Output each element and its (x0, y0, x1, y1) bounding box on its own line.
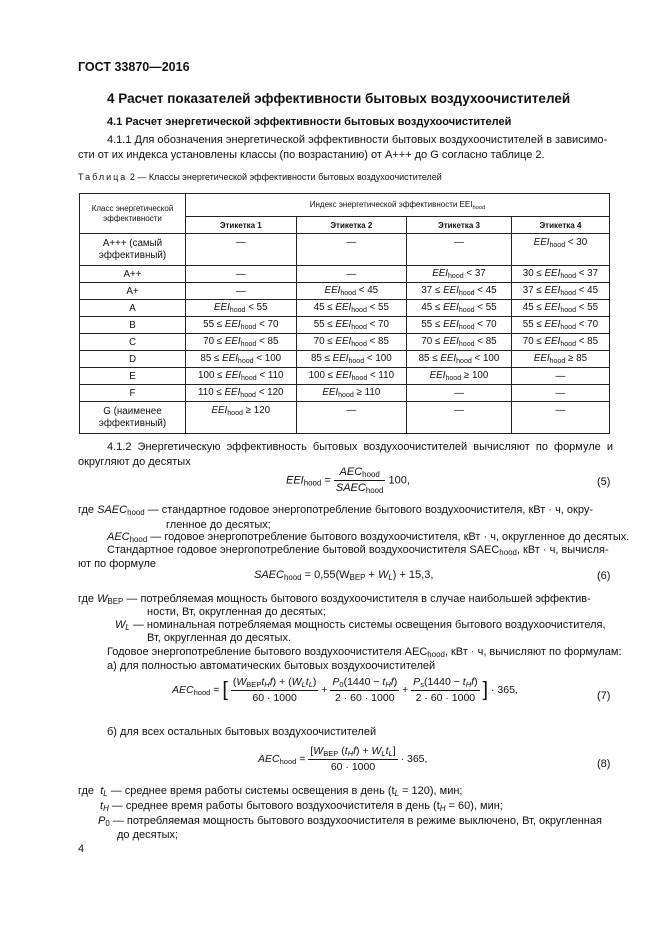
index-cell: $85 \le EEI_{hood} < 100$ (407, 351, 512, 368)
index-cell: $37 \le EEI_{hood} < 45$ (407, 283, 512, 300)
case-a-line: а) для полностью автоматических бытовых воздухоочистителей (107, 660, 436, 672)
class-header: Класс энергетической эффективности (80, 194, 186, 234)
index-cell: $70 \le EEI_{hood} < 85$ (511, 334, 609, 351)
index-cell: $55 \le EEI_{hood} < 70$ (296, 317, 407, 334)
class-cell: G (наименее эффективный) (80, 402, 186, 434)
table-row (80, 234, 610, 266)
section-title: 4 Расчет показателей эффективности бытовых воздухоочистителей (107, 91, 571, 106)
def-wl-cont: Вт, округленная до десятых. (147, 632, 291, 644)
case-b-line: б) для всех остальных бытовых воздухоочистителей (107, 726, 377, 738)
class-cell: F (80, 385, 186, 402)
index-cell: $70 \le EEI_{hood} < 85$ (186, 334, 297, 351)
class-cell: A (80, 300, 186, 317)
label-header-4: Этикетка 4 (511, 217, 609, 234)
formula-6: $SAEC_{hood} = 0,55(W_{BEP} + W_L) + 15,3$, (254, 569, 434, 582)
index-cell: — (296, 234, 407, 266)
class-cell: A+++ (самый эффективный) (80, 234, 186, 266)
index-cell: — (511, 402, 609, 434)
equation-number-6: (6) (597, 570, 611, 582)
index-cell: $EEI_{hood} < 37$ (407, 266, 512, 283)
index-cell: — (186, 266, 297, 283)
index-cell: $EEI_{hood} \ge 85$ (511, 351, 609, 368)
index-cell: — (407, 385, 512, 402)
std-consumption-line2: ют по формуле (78, 558, 156, 570)
index-cell: $EEI_{hood} < 45$ (296, 283, 407, 300)
index-cell: $70 \le EEI_{hood} < 85$ (407, 334, 512, 351)
class-cell: A+ (80, 283, 186, 300)
energy-class-table (79, 193, 610, 434)
aec-intro-line: Годовое энергопотребление бытового воздухоочистителя $AEC_{hood}$, кВт · ч, вычисляют по формулам: (107, 646, 622, 659)
class-cell: E (80, 368, 186, 385)
std-consumption-line: Стандартное годовое энергопотребление бытовой воздухоочистителя $SAEC_{hood}$, кВт · ч, вычисля- (107, 544, 609, 557)
index-cell: $70 \le EEI_{hood} < 85$ (296, 334, 407, 351)
def-wl: $W_L$ — номинальная потребляемая мощность системы освещения бытового воздухоочистителя, (115, 619, 606, 632)
paragraph-4-1-2-line1: 4.1.2 Энергетическую эффективность бытовых воздухоочистителей вычисляют по формуле и (107, 441, 613, 453)
equation-number-8: (8) (597, 758, 611, 770)
formula-5: $EEI_{hood}$ = $\frac{AEC_{hood}}{SAEC_{hood}}$ 100, (286, 466, 410, 495)
def-aec: $AEC_{hood}$ — годовое энергопотребление бытового воздухоочистителя, кВт · ч, округленное до десятых. (107, 531, 630, 544)
class-cell: B (80, 317, 186, 334)
table-row (80, 402, 610, 434)
index-cell: $45 \le EEI_{hood} < 55$ (511, 300, 609, 317)
def-saec: где $SAEC_{hood}$ — стандартное годовое энергопотребление бытового воздухоочистителя, кВт · ч, окру- (78, 504, 594, 517)
def-p0-cont: до десятых; (117, 829, 179, 841)
formula-7: $AEC_{hood}$ = [ $\frac{(W_{BEP}t_Hf) + (W_Lt_L)}{60 \cdot 1000}$ + $\frac{P_0(1440 - t_Hf)}{2 \cdot 60 \cdot 1000}$ + $\frac{P_s(1440 - t_Hf)}{2 \cdot 60 \cdot 1000}$ ] · 365, (172, 676, 518, 704)
index-cell: — (511, 385, 609, 402)
index-cell: $110 \le EEI_{hood} < 120$ (186, 385, 297, 402)
index-cell: $45 \le EEI_{hood} < 55$ (296, 300, 407, 317)
index-cell: — (296, 266, 407, 283)
index-header: Индекс энергетической эффективности $EEI_{hood}$ (186, 194, 610, 217)
index-cell: — (511, 368, 609, 385)
index-cell: $EEI_{hood} < 30$ (511, 234, 609, 266)
page-number: 4 (78, 843, 85, 855)
paragraph-4-1-1-line2: сти от их индекса установлены классы (по возрастанию) от A+++ до G согласно таблице 2. (78, 149, 545, 161)
table-row (80, 300, 610, 317)
def-wbep: где $W_{BEP}$ — потребляемая мощность бытового воздухоочистителя в случае наибольшей эффектив- (78, 593, 591, 606)
class-cell: C (80, 334, 186, 351)
index-cell: $55 \le EEI_{hood} < 70$ (407, 317, 512, 334)
index-cell: $85 \le EEI_{hood} < 100$ (186, 351, 297, 368)
table-row (80, 266, 610, 283)
equation-number-5: (5) (597, 476, 611, 488)
index-cell: $100 \le EEI_{hood} < 110$ (296, 368, 407, 385)
index-cell: $30 \le EEI_{hood} < 37$ (511, 266, 609, 283)
index-cell: $EEI_{hood} < 55$ (186, 300, 297, 317)
def-th: $t_H$ — среднее время работы бытового воздухоочистителя в день $(t_H = 60)$, мин; (100, 800, 503, 813)
table-row (80, 385, 610, 402)
table-caption: Таблица 2 — Классы энергетической эффективности бытовых воздухоочистителей (78, 172, 442, 182)
index-cell: — (407, 234, 512, 266)
table-row (80, 317, 610, 334)
table-row (80, 351, 610, 368)
class-cell: A++ (80, 266, 186, 283)
index-cell: — (186, 283, 297, 300)
paragraph-4-1-1-line1: 4.1.1 Для обозначения энергетической эффективности бытовых воздухоочистителей в зависимо- (107, 134, 608, 146)
def-tl: где $t_L$ — среднее время работы системы освещения в день $(t_L = 120)$, мин; (78, 785, 463, 798)
index-cell: $55 \le EEI_{hood} < 70$ (511, 317, 609, 334)
index-cell: — (407, 402, 512, 434)
equation-number-7: (7) (597, 690, 611, 702)
index-cell: $EEI_{hood} \ge 110$ (296, 385, 407, 402)
formula-8: $AEC_{hood}$ = $\frac{[W_{BEP} (t_Hf) + W_Lt_L]}{60 \cdot 1000}$ · 365, (258, 745, 428, 773)
class-cell: D (80, 351, 186, 368)
index-cell: $100 \le EEI_{hood} < 110$ (186, 368, 297, 385)
index-cell: $EEI_{hood} \ge 100$ (407, 368, 512, 385)
def-saec-cont: гленное до десятых; (166, 519, 271, 531)
paragraph-4-1-2-line2: округляют до десятых (78, 456, 191, 468)
index-cell: — (296, 402, 407, 434)
label-header-3: Этикетка 3 (407, 217, 512, 234)
table-row (80, 368, 610, 385)
index-cell: $55 \le EEI_{hood} < 70$ (186, 317, 297, 334)
index-cell: — (186, 234, 297, 266)
def-p0: $P_0$ — потребляемая мощность бытового воздухоочистителя в режиме выключено, Вт, округленная (98, 815, 602, 828)
subsection-title: 4.1 Расчет энергетической эффективности бытовых воздухоочистителей (107, 116, 512, 128)
index-cell: $EEI_{hood} \ge 120$ (186, 402, 297, 434)
label-header-1: Этикетка 1 (186, 217, 297, 234)
document-header: ГОСТ 33870—2016 (78, 60, 190, 74)
table-row (80, 283, 610, 300)
index-cell: $37 \le EEI_{hood} < 45$ (511, 283, 609, 300)
index-cell: $45 \le EEI_{hood} < 55$ (407, 300, 512, 317)
index-cell: $85 \le EEI_{hood} < 100$ (296, 351, 407, 368)
def-wbep-cont: ности, Вт, округленная до десятых; (147, 606, 326, 618)
table-row (80, 334, 610, 351)
label-header-2: Этикетка 2 (296, 217, 407, 234)
